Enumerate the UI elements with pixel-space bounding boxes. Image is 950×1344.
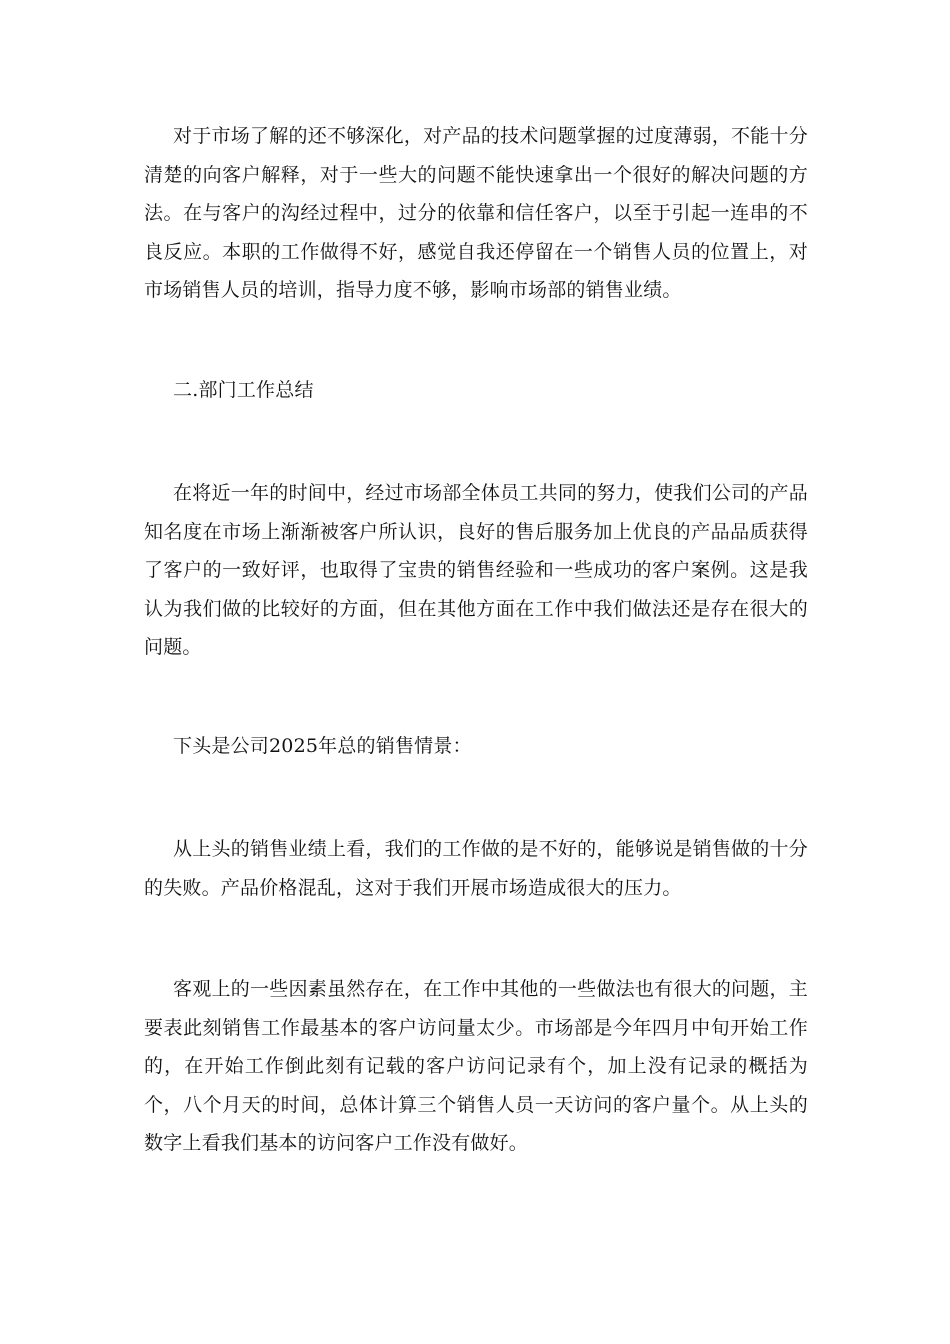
paragraph-sales-situation-intro: 下头是公司2025年总的销售情景：	[173, 735, 472, 757]
paragraph-department-summary: 在将近一年的时间中，经过市场部全体员工共同的努力，使我们公司的产品知名度在市场上渐渐被客户所认识，良好的售后服务加上优良的产品品质获得了客户的一致好评，也取得了宝贵的销售经验和一些成功的客户案例。这是我认为我们做的比较好的方面，但在其他方面在工作中我们做法还是存在很大的问题。	[144, 482, 808, 658]
paragraph-customer-visits: 客观上的一些因素虽然存在，在工作中其他的一些做法也有很大的问题，主要表此刻销售工作最基本的客户访问量太少。市场部是今年四月中旬开始工作的，在开始工作倒此刻有记载的客户访问记录有个，加上没有记录的概括为个，八个月天的时间，总体计算三个销售人员一天访问的客户量个。从上头的数字上看我们基本的访问客户工作没有做好。	[144, 978, 808, 1154]
section-heading: 二.部门工作总结	[173, 379, 314, 401]
paragraph-market-understanding: 对于市场了解的还不够深化，对产品的技术问题掌握的过度薄弱，不能十分清楚的向客户解释，对于一些大的问题不能快速拿出一个很好的解决问题的方法。在与客户的沟经过程中，过分的依靠和信任客户，以至于引起一连串的不良反应。本职的工作做得不好，感觉自我还停留在一个销售人员的位置上，对市场销售人员的培训，指导力度不够，影响市场部的销售业绩。	[144, 125, 808, 301]
paragraph-sales-performance: 从上头的销售业绩上看，我们的工作做的是不好的，能够说是销售做的十分的失败。产品价格混乱，这对于我们开展市场造成很大的压力。	[144, 838, 808, 899]
